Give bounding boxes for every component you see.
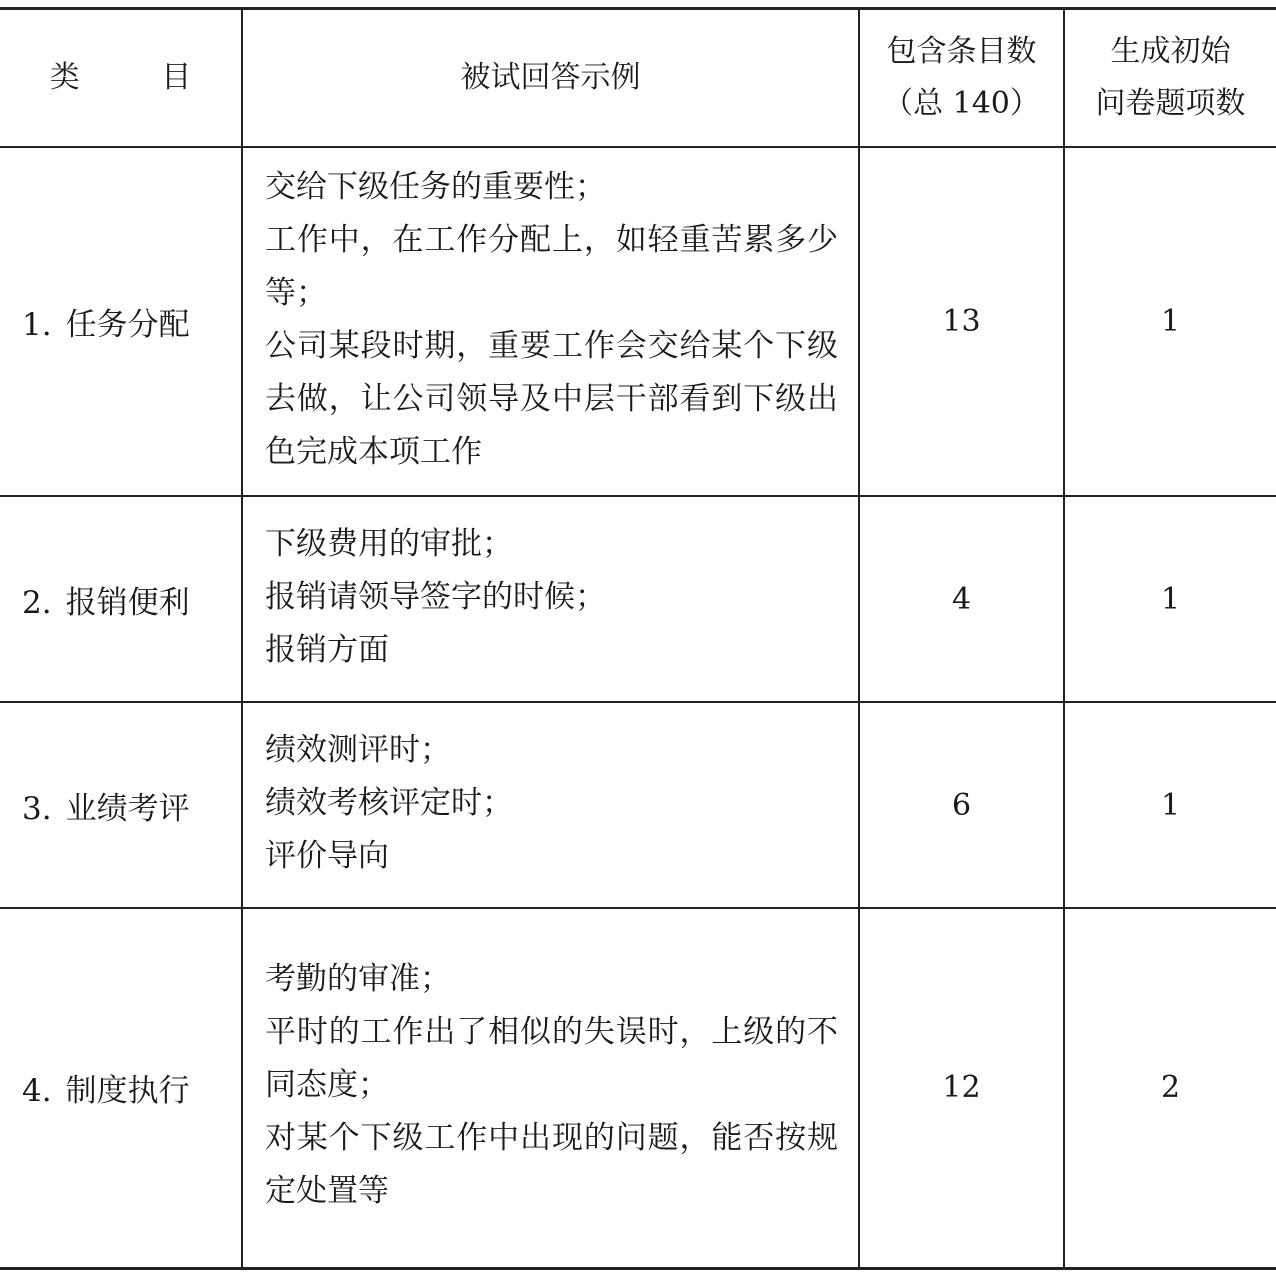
item-count-cell: 12 [859, 908, 1064, 1268]
examples-cell [242, 147, 859, 496]
examples-cell [242, 908, 859, 1268]
category-label: 任务分配 [65, 307, 190, 343]
data-table-container [0, 7, 1276, 1270]
example-line: 报销方面 [265, 631, 389, 668]
header-examples-label: 被试回答示例 [460, 60, 641, 95]
question-count-cell: 2 [1064, 908, 1276, 1268]
examples-cell [242, 496, 859, 702]
table-row [0, 702, 1276, 908]
item-count-cell: 4 [859, 496, 1064, 702]
example-line: 工作中，在工作分配上，如轻重苦累多少等； [265, 221, 838, 311]
table-row [0, 908, 1276, 1268]
question-count-cell: 1 [1064, 702, 1276, 908]
examples-cell [242, 702, 859, 908]
category-number: 3. [22, 790, 52, 827]
category-table [0, 7, 1276, 1270]
header-category [0, 9, 242, 148]
header-category-label: 类 目 [49, 60, 228, 95]
question-count-cell: 1 [1064, 496, 1276, 702]
item-count-cell: 13 [859, 147, 1064, 496]
example-line: 报销请领导签字的时候； [265, 578, 606, 615]
category-cell [0, 908, 242, 1268]
category-cell [0, 147, 242, 496]
category-number: 2. [22, 584, 52, 621]
item-count-cell: 6 [859, 702, 1064, 908]
header-item-count-line2: （总 140） [883, 86, 1040, 121]
category-cell [0, 496, 242, 702]
header-item-count-line1: 包含条目数 [886, 34, 1037, 69]
example-line: 平时的工作出了相似的失误时，上级的不同态度； [265, 1014, 838, 1104]
header-row [0, 9, 1276, 148]
header-questions-line1: 生成初始 [1110, 34, 1231, 69]
category-number: 4. [22, 1073, 52, 1110]
header-item-count [859, 9, 1064, 148]
category-label: 业绩考评 [65, 790, 190, 827]
category-label: 制度执行 [65, 1073, 190, 1110]
category-number: 1. [22, 307, 52, 343]
category-cell [0, 702, 242, 908]
example-line: 考勤的审准； [265, 961, 451, 998]
example-line: 绩效考核评定时； [265, 784, 513, 821]
example-line: 公司某段时期，重要工作会交给某个下级去做，让公司领导及中层干部看到下级出色完成本项工作 [265, 327, 838, 470]
header-examples [242, 9, 859, 148]
example-line: 评价导向 [265, 837, 389, 874]
example-line: 对某个下级工作中出现的问题，能否按规定处置等 [265, 1120, 838, 1210]
example-line: 交给下级任务的重要性； [265, 168, 606, 205]
question-count-cell: 1 [1064, 147, 1276, 496]
table-row [0, 147, 1276, 496]
category-label: 报销便利 [65, 584, 190, 621]
example-line: 下级费用的审批； [265, 525, 513, 562]
example-line: 绩效测评时； [265, 731, 451, 768]
header-questions [1064, 9, 1276, 148]
table-row [0, 496, 1276, 702]
header-questions-line2: 问卷题项数 [1095, 86, 1246, 121]
